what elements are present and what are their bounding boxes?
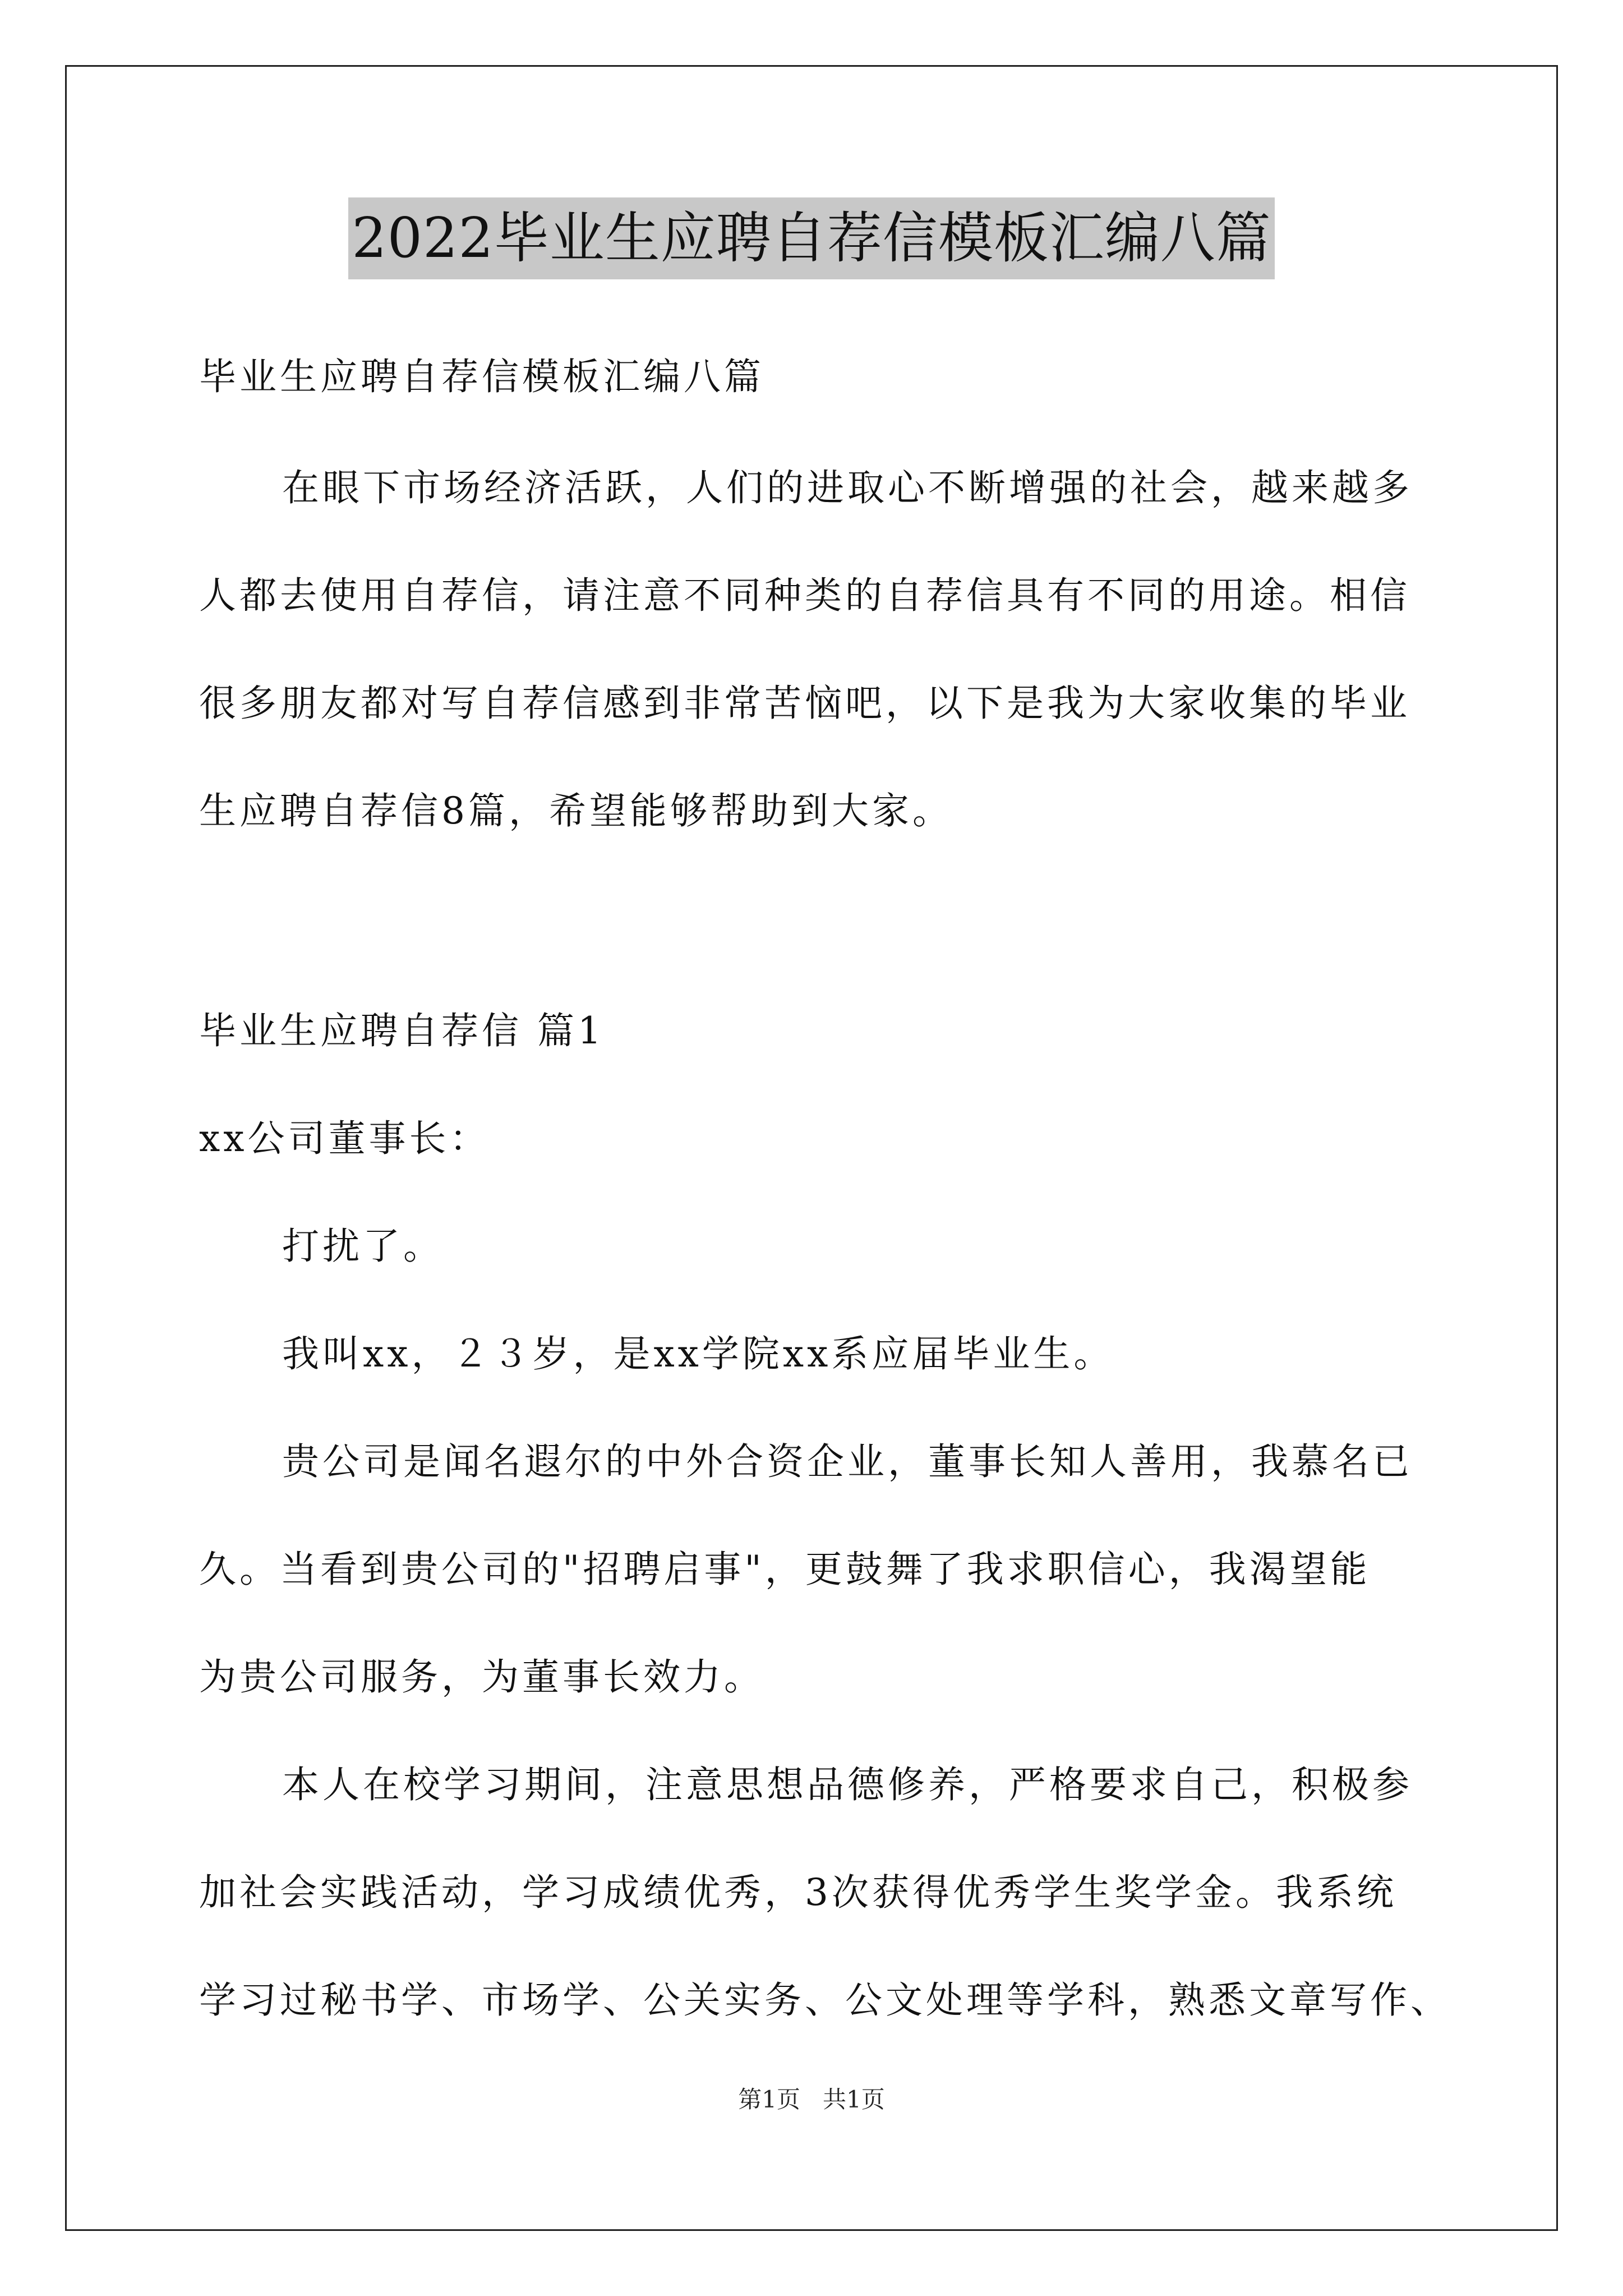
- paragraph-study-line-2: 加社会实践活动，学习成绩优秀，3次获得优秀学生奖学金。我系统: [199, 1871, 1397, 1914]
- subtitle-line: 毕业生应聘自荐信模板汇编八篇: [199, 355, 764, 398]
- paragraph-study-line-1: 本人在校学习期间，注意思想品德修养，严格要求自己，积极参: [282, 1763, 1413, 1806]
- intro-paragraph-line-1: 在眼下市场经济活跃，人们的进取心不断增强的社会，越来越多: [282, 466, 1413, 509]
- page-footer: 第1页 共1页: [738, 2086, 885, 2113]
- self-intro-line: 我叫xx，２３岁，是xx学院xx系应届毕业生。: [282, 1332, 1114, 1375]
- intro-paragraph-line-4: 生应聘自荐信8篇，希望能够帮助到大家。: [199, 789, 953, 832]
- section-heading: 毕业生应聘自荐信 篇1: [199, 1009, 605, 1052]
- paragraph-company-line-2: 久。当看到贵公司的"招聘启事"，更鼓舞了我求职信心，我渴望能: [199, 1548, 1371, 1591]
- paragraph-study-line-3: 学习过秘书学、市场学、公关实务、公文处理等学科，熟悉文章写作、: [199, 1978, 1451, 2022]
- greeting-line: 打扰了。: [282, 1225, 444, 1268]
- intro-paragraph-line-3: 很多朋友都对写自荐信感到非常苦恼吧，以下是我为大家收集的毕业: [199, 682, 1410, 725]
- document-title: 2022毕业生应聘自荐信模板汇编八篇: [348, 197, 1274, 279]
- salutation-line: xx公司董事长：: [199, 1117, 490, 1160]
- intro-paragraph-line-2: 人都去使用自荐信，请注意不同种类的自荐信具有不同的用途。相信: [199, 574, 1410, 617]
- title-container: [0, 197, 1623, 279]
- paragraph-company-line-1: 贵公司是闻名遐尔的中外合资企业，董事长知人善用，我慕名已: [282, 1440, 1413, 1483]
- paragraph-company-line-3: 为贵公司服务，为董事长效力。: [199, 1655, 764, 1699]
